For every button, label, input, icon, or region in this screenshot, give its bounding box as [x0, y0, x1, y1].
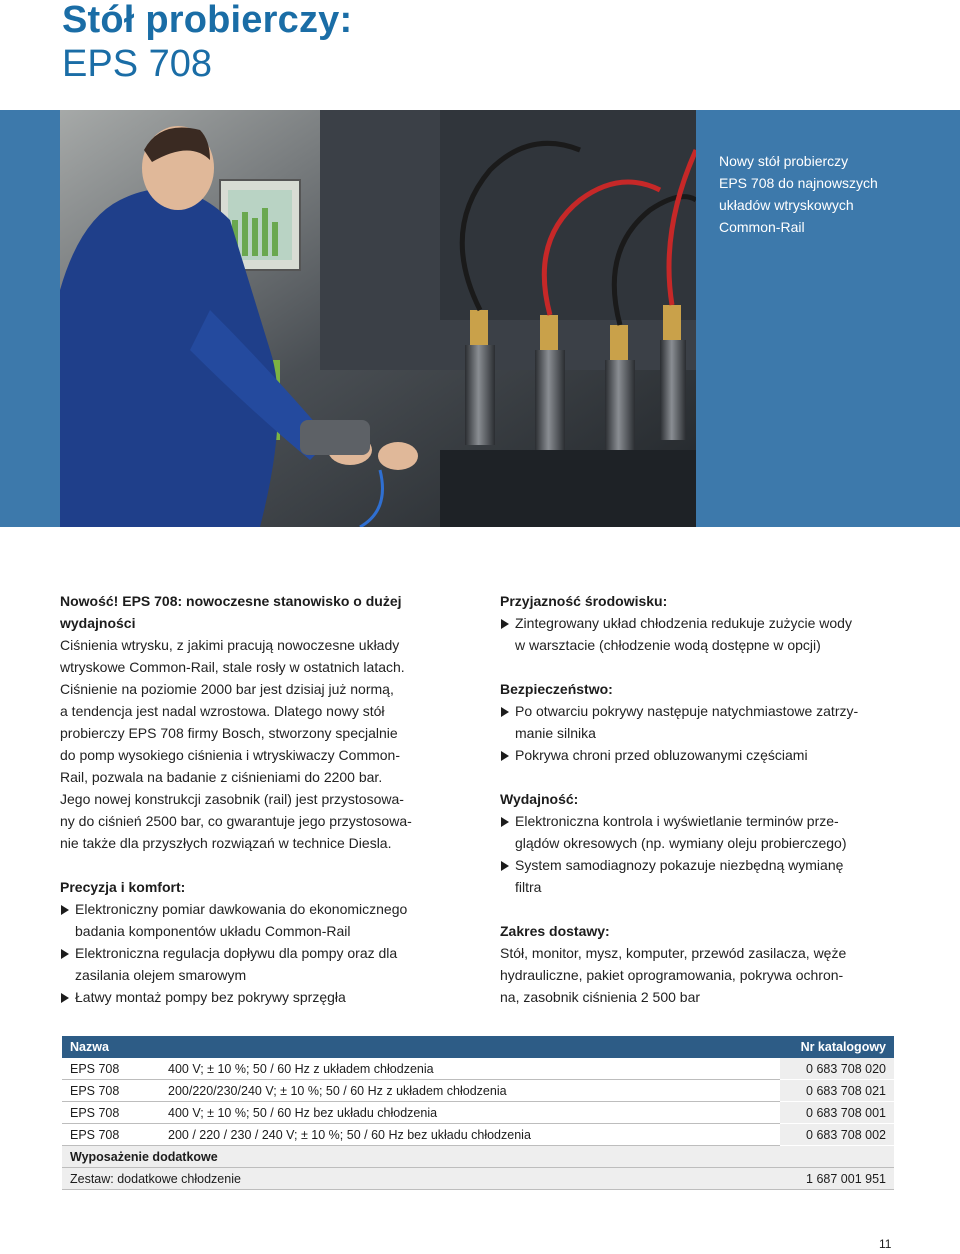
env-heading: Przyjazność środowisku:	[500, 593, 668, 609]
table-row	[62, 1080, 894, 1102]
lead-heading-line2: wydajności	[60, 615, 136, 631]
cell-catalog: 0 683 708 002	[780, 1124, 894, 1146]
list-item-text: glądów okresowych (np. wymiany oleju probierczego)	[515, 835, 847, 851]
cell-accessory-name: Zestaw: dodatkowe chłodzenie	[62, 1168, 780, 1190]
page-title-line1: Stół probierczy:	[62, 0, 353, 41]
cell-desc: 200 / 220 / 230 / 240 V; ± 10 %; 50 / 60 Hz bez układu chłodzenia	[160, 1124, 780, 1146]
table-header-row	[62, 1036, 894, 1058]
list-item	[60, 942, 460, 986]
list-item-text: Po otwarciu pokrywy następuje natychmiastowe zatrzy-	[515, 703, 859, 719]
list-item-text: Pokrywa chroni przed obluzowanymi częściami	[515, 747, 808, 763]
bullet-triangle-icon	[501, 817, 509, 827]
lead-heading	[60, 590, 460, 634]
lead-heading-line1: Nowość! EPS 708: nowoczesne stanowisko o dużej	[60, 593, 402, 609]
body-line: Ciśnienia wtrysku, z jakimi pracują nowoczesne układy	[60, 637, 400, 653]
cell-name: EPS 708	[62, 1058, 160, 1080]
bullet-triangle-icon	[61, 949, 69, 959]
table-row	[62, 1102, 894, 1124]
list-item	[500, 854, 910, 898]
delivery-line: hydrauliczne, pakiet oprogramowania, pokrywa ochron-	[500, 967, 844, 983]
list-item	[500, 744, 910, 766]
delivery-line: Stół, monitor, mysz, komputer, przewód zasilacza, węże	[500, 945, 847, 961]
table-row	[62, 1058, 894, 1080]
bullet-triangle-icon	[501, 751, 509, 761]
list-item	[60, 898, 460, 942]
cell-name: EPS 708	[62, 1080, 160, 1102]
cell-catalog: 0 683 708 001	[780, 1102, 894, 1124]
photo-caption	[719, 150, 939, 238]
body-line: Jego nowej konstrukcji zasobnik (rail) jest przystosowa-	[60, 791, 404, 807]
caption-line: Common-Rail	[719, 219, 805, 235]
cell-catalog: 0 683 708 021	[780, 1080, 894, 1102]
delivery-heading: Zakres dostawy:	[500, 923, 610, 939]
safety-heading: Bezpieczeństwo:	[500, 681, 613, 697]
bullet-triangle-icon	[501, 707, 509, 717]
list-item-text: System samodiagnozy pokazuje niezbędną wymianę	[515, 857, 844, 873]
cell-catalog: 0 683 708 020	[780, 1058, 894, 1080]
list-item-text: Elektroniczna regulacja dopływu dla pompy oraz dla	[75, 945, 398, 961]
hero-photo-illustration	[60, 110, 696, 527]
body-line: Ciśnienie na poziomie 2000 bar jest dzisiaj już normą,	[60, 681, 394, 697]
delivery-line: na, zasobnik ciśnienia 2 500 bar	[500, 989, 701, 1005]
right-column	[500, 590, 910, 1008]
body-line: a tendencja jest nadal wzrostowa. Dlatego nowy stół	[60, 703, 385, 719]
body-line: ny do ciśnień 2500 bar, co gwarantuje jego przystosowa-	[60, 813, 412, 829]
body-line: do pomp wysokiego ciśnienia i wtryskiwaczy Common-	[60, 747, 401, 763]
body-line: probierczy EPS 708 firmy Bosch, stworzony specjalnie	[60, 725, 398, 741]
bullet-triangle-icon	[61, 993, 69, 1003]
list-item	[500, 810, 910, 854]
precision-heading: Precyzja i komfort:	[60, 879, 186, 895]
list-item-text: w warsztacie (chłodzenie wodą dostępne w opcji)	[515, 637, 821, 653]
accessories-heading: Wyposażenie dodatkowe	[62, 1146, 894, 1168]
cell-catalog: 1 687 001 951	[780, 1168, 894, 1190]
caption-line: Nowy stół probierczy	[719, 153, 849, 169]
cell-name: EPS 708	[62, 1124, 160, 1146]
list-item-text: Elektroniczny pomiar dawkowania do ekonomicznego	[75, 901, 408, 917]
list-item-text: manie silnika	[515, 725, 596, 741]
hero-photo	[60, 110, 696, 527]
cell-name: EPS 708	[62, 1102, 160, 1124]
bullet-triangle-icon	[501, 619, 509, 629]
list-item-text: filtra	[515, 879, 542, 895]
col-header-catalog: Nr katalogowy	[780, 1036, 894, 1058]
list-item-text: badania komponentów układu Common-Rail	[75, 923, 351, 939]
body-text	[60, 634, 460, 854]
list-item	[500, 612, 910, 656]
cell-desc: 400 V; ± 10 %; 50 / 60 Hz z układem chłodzenia	[160, 1058, 780, 1080]
list-item	[60, 986, 460, 1008]
cell-desc: 200/220/230/240 V; ± 10 %; 50 / 60 Hz z układem chłodzenia	[160, 1080, 780, 1102]
page-title-line2: EPS 708	[62, 42, 212, 85]
list-item-text: Elektroniczna kontrola i wyświetlanie terminów prze-	[515, 813, 839, 829]
table-row	[62, 1168, 894, 1190]
accessories-heading-row	[62, 1146, 894, 1168]
perf-heading: Wydajność:	[500, 791, 579, 807]
body-line: Rail, pozwala na badanie z ciśnieniami do 2200 bar.	[60, 769, 383, 785]
body-line: nie także dla przyszłych rozwiązań w technice Diesla.	[60, 835, 392, 851]
delivery-text	[500, 942, 910, 1008]
page-title	[62, 0, 352, 86]
col-header-name: Nazwa	[62, 1036, 160, 1058]
list-item-text: zasilania olejem smarowym	[75, 967, 247, 983]
cell-desc: 400 V; ± 10 %; 50 / 60 Hz bez układu chłodzenia	[160, 1102, 780, 1124]
list-item-text: Łatwy montaż pompy bez pokrywy sprzęgła	[75, 989, 346, 1005]
page-number: 11	[879, 1237, 892, 1251]
left-column	[60, 590, 460, 1008]
list-item-text: Zintegrowany układ chłodzenia redukuje zużycie wody	[515, 615, 852, 631]
table-row	[62, 1124, 894, 1146]
caption-line: EPS 708 do najnowszych	[719, 175, 878, 191]
bullet-triangle-icon	[61, 905, 69, 915]
product-table	[62, 1036, 894, 1190]
caption-line: układów wtryskowych	[719, 197, 854, 213]
bullet-triangle-icon	[501, 861, 509, 871]
col-header-desc	[160, 1036, 780, 1058]
body-line: wtryskowe Common-Rail, stale rosły w ostatnich latach.	[60, 659, 405, 675]
list-item	[500, 700, 910, 744]
